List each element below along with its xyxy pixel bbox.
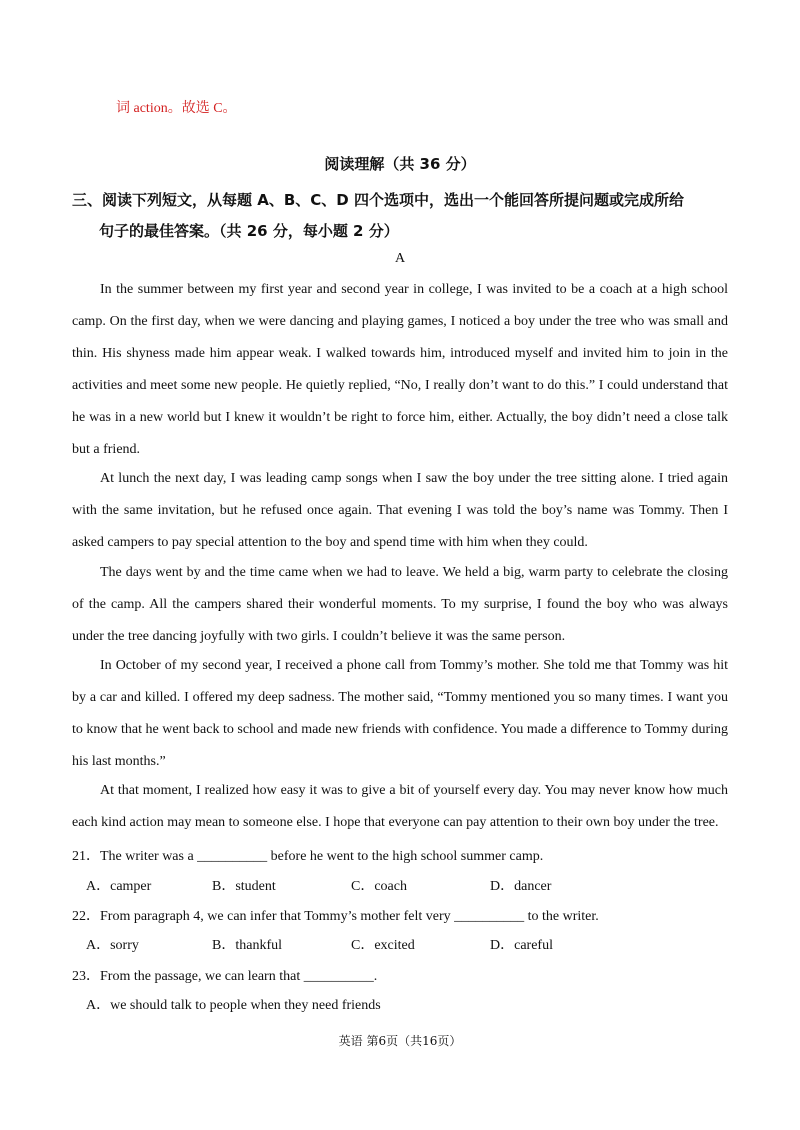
- question-21-options: [86, 875, 646, 895]
- question-22-option-d: D．careful: [490, 938, 553, 953]
- question-22-option-c: C．excited: [351, 938, 415, 953]
- passage-paragraph-2: At lunch the next day, I was leading camp songs when I saw the boy under the tree sitting alone. I tried again with the same invitation, but he refused once again. That evening I was told the boy’s name was Tommy. Then I asked campers to pay special attention to the boy and spend time with him when they could.: [72, 471, 728, 550]
- answer-explanation-note: 词 action。故选 C。: [116, 101, 237, 116]
- instructions-line-2: 句子的最佳答案。（共 26 分，每小题 2 分）: [99, 222, 399, 240]
- section-instructions: [72, 185, 732, 247]
- question-22-option-a: A．sorry: [86, 938, 139, 953]
- question-23-option-a: A．we should talk to people when they need friends: [86, 998, 381, 1013]
- question-21-option-d: D．dancer: [490, 879, 552, 894]
- question-21-option-c: C．coach: [351, 879, 407, 894]
- question-22-options: [86, 934, 646, 954]
- question-23-options: [86, 994, 646, 1014]
- passage-paragraph-5: At that moment, I realized how easy it was to give a bit of yourself every day. You may never know how much each kind action may mean to someone else. I hope that everyone can pay attention to their own boy under the tree.: [72, 783, 728, 830]
- passage-paragraph-1: In the summer between my first year and second year in college, I was invited to be a coach at a high school camp. On the first day, when we were dancing and playing games, I noticed a boy under the tree who was small and thin. His shyness made him appear weak. I walked towards him, introduced myself and invited him to join in the activities and meet some new people. He quietly replied, “No, I really don’t want to do this.” I could understand that he was in a new world but I knew it wouldn’t be right to force him, either. Actually, the boy didn’t need a close talk but a friend.: [72, 282, 728, 457]
- passage-paragraph-3: The days went by and the time came when we had to leave. We held a big, warm party to celebrate the closing of the camp. All the campers shared their wonderful moments. To my surprise, I found the boy who was always under the tree dancing joyfully with two girls. I couldn’t believe it was the same person.: [72, 565, 728, 644]
- passage-paragraph-4: In October of my second year, I received a phone call from Tommy’s mother. She told me that Tommy was hit by a car and killed. I offered my deep sadness. The mother said, “Tommy mentioned you so many times. I want you to know that he went back to school and made new friends with confidence. You made a difference to Tommy during his last months.”: [72, 658, 728, 769]
- question-22-option-b: B．thankful: [212, 938, 282, 953]
- question-21-option-b: B．student: [212, 879, 276, 894]
- instructions-line-1: 三、阅读下列短文，从每题 A、B、C、D 四个选项中，选出一个能回答所提问题或完成所给: [72, 191, 684, 209]
- question-21-option-a: A．camper: [86, 879, 152, 894]
- question-23-stem: 23．From the passage, we can learn that __________.: [72, 969, 378, 984]
- section-title: 阅读理解（共 36 分）: [324, 155, 476, 173]
- page-footer: 英语 第6页（共16页）: [338, 1034, 462, 1048]
- question-22-stem: 22．From paragraph 4, we can infer that Tommy’s mother felt very __________ to the writer.: [72, 909, 599, 924]
- question-21-stem: 21．The writer was a __________ before he went to the high school summer camp.: [72, 849, 544, 864]
- passage-label: A: [394, 251, 406, 266]
